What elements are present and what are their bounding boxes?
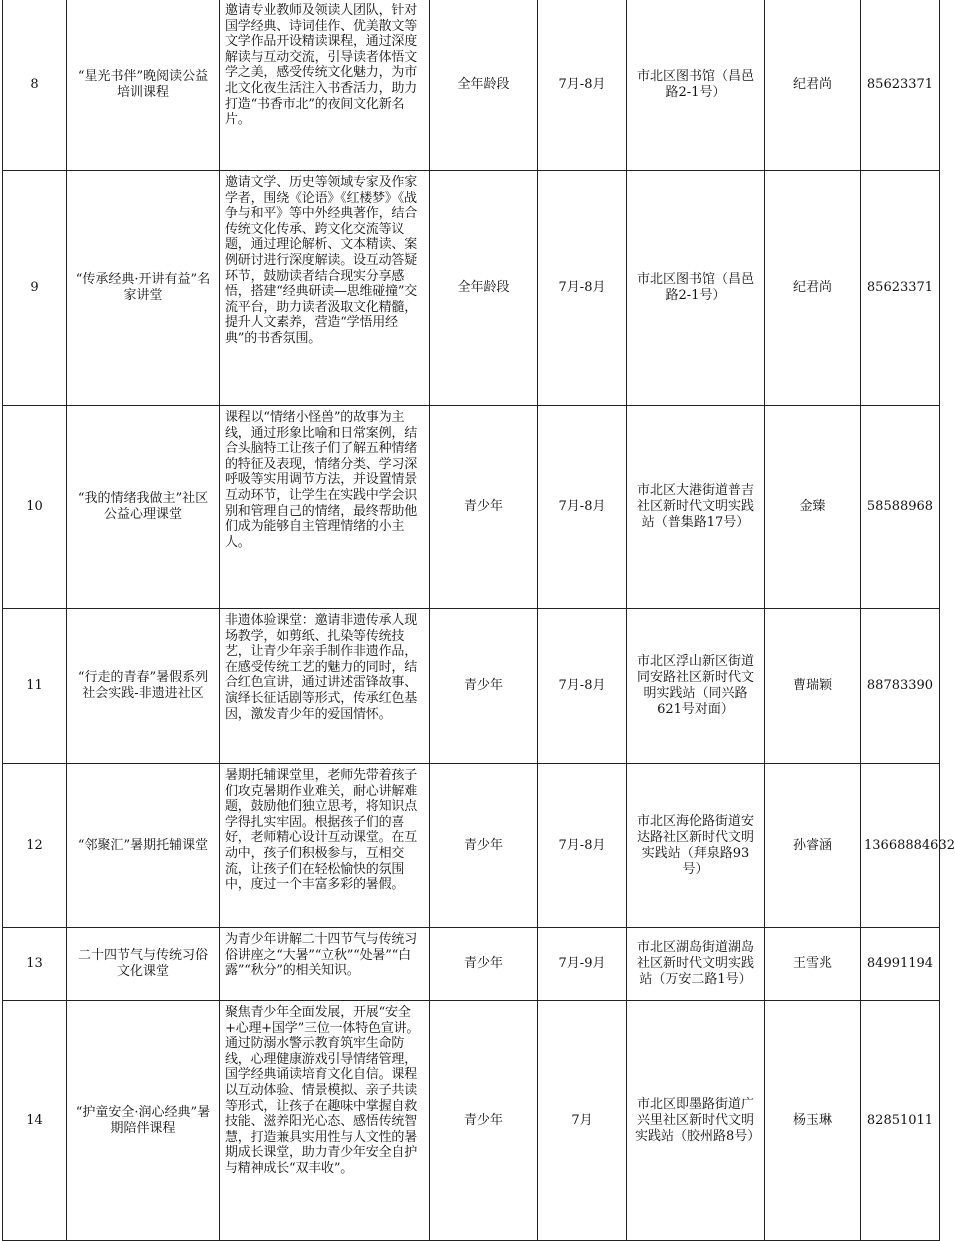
contact-person: 纪君尚 [765, 171, 861, 406]
activity-location: 市北区即墨路街道广兴里社区新时代文明实践站（胶州路8号） [627, 1001, 765, 1241]
activity-time: 7月-8月 [538, 406, 627, 609]
activity-description: 暑期托辅课堂里，老师先带着孩子们攻克暑期作业难关，耐心讲解难题，鼓励他们独立思考，将知识点学得扎实牢固。根据孩子们的喜好，老师精心设计互动课堂。在互动中，孩子们积极参与，互相交流，让孩子们在轻松愉快的氛围中，度过一个丰富多彩的暑假。 [220, 764, 430, 928]
activity-description: 邀请文学、历史等领域专家及作家学者，围绕《论语》《红楼梦》《战争与和平》等中外经典著作，结合传统文化传承、跨文化交流等议题，通过理论解析、文本精读、案例研讨进行深度解读。设互动答疑环节，鼓励读者结合现实分享感悟，搭建“经典研读—思维碰撞”交流平台，助力读者汲取文化精髓，提升人文素养，营造“学悟用经典”的书香氛围。 [220, 171, 430, 406]
table-row [3, 406, 940, 609]
activity-description: 邀请专业教师及领读人团队，针对国学经典、诗词佳作、优美散文等文学作品开设精读课程，通过深度解读与互动交流，引导读者体悟文学之美，感受传统文化魅力，为市北文化夜生活注入书香活力，助力打造“书香市北”的夜间文化新名片。 [220, 0, 430, 171]
activity-name: “护童安全·润心经典”暑期陪伴课程 [67, 1001, 220, 1241]
table-row [3, 0, 940, 171]
table-row [3, 764, 940, 928]
contact-phone: 85623371 [861, 171, 940, 406]
contact-phone: 58588968 [861, 406, 940, 609]
target-audience: 全年龄段 [430, 0, 538, 171]
table-row [3, 1001, 940, 1241]
row-number: 9 [3, 171, 67, 406]
row-number: 10 [3, 406, 67, 609]
activity-location: 市北区图书馆（昌邑路2-1号） [627, 0, 765, 171]
contact-person: 孙睿涵 [765, 764, 861, 928]
activity-location: 市北区大港街道普吉社区新时代文明实践站（普集路17号） [627, 406, 765, 609]
contact-person: 金臻 [765, 406, 861, 609]
table-row [3, 171, 940, 406]
contact-phone: 88783390 [861, 609, 940, 764]
contact-person: 王雪兆 [765, 928, 861, 1001]
activity-description: 聚焦青少年全面发展，开展“安全+心理+国学”三位一体特色宣讲。通过防溺水警示教育筑牢生命防线，心理健康游戏引导情绪管理，国学经典诵读培育文化自信。课程以互动体验、情景模拟、亲子共读等形式，让孩子在趣味中掌握自救技能、滋养阳光心态、感悟传统智慧，打造兼具实用性与人文性的暑期成长课堂，助力青少年安全自护与精神成长“双丰收”。 [220, 1001, 430, 1241]
activity-description: 非遗体验课堂：邀请非遗传承人现场教学，如剪纸、扎染等传统技艺，让青少年亲手制作非遗作品，在感受传统工艺的魅力的同时，结合红色宣讲，通过讲述雷锋故事、演绎长征话剧等形式，传承红色基因，激发青少年的爱国情怀。 [220, 609, 430, 764]
activity-time: 7月-9月 [538, 928, 627, 1001]
activity-name: “行走的青春”暑假系列社会实践-非遗进社区 [67, 609, 220, 764]
activity-name: “星光书伴”晚阅读公益培训课程 [67, 0, 220, 171]
activity-time: 7月-8月 [538, 171, 627, 406]
target-audience: 青少年 [430, 764, 538, 928]
activity-table [2, 0, 955, 1241]
row-number: 8 [3, 0, 67, 171]
target-audience: 青少年 [430, 406, 538, 609]
contact-phone: 85623371 [861, 0, 940, 171]
target-audience: 全年龄段 [430, 171, 538, 406]
row-number: 14 [3, 1001, 67, 1241]
contact-phone: 13668884632 [861, 764, 940, 928]
contact-phone: 82851011 [861, 1001, 940, 1241]
contact-person: 曹瑞颖 [765, 609, 861, 764]
activity-time: 7月-8月 [538, 764, 627, 928]
table-row [3, 609, 940, 764]
contact-person: 纪君尚 [765, 0, 861, 171]
activity-location: 市北区浮山新区街道同安路社区新时代文明实践站（同兴路621号对面） [627, 609, 765, 764]
activity-description: 课程以“情绪小怪兽”的故事为主线，通过形象比喻和日常案例，结合头脑特工让孩子们了解五种情绪的特征及表现，情绪分类、学习深呼吸等实用调节方法，并设置情景互动环节，让学生在实践中学会识别和管理自己的情绪，最终帮助他们成为能够自主管理情绪的小主人。 [220, 406, 430, 609]
contact-person: 杨玉琳 [765, 1001, 861, 1241]
activity-name: “邻聚汇”暑期托辅课堂 [67, 764, 220, 928]
activity-name: 二十四节气与传统习俗文化课堂 [67, 928, 220, 1001]
row-number: 13 [3, 928, 67, 1001]
activity-location: 市北区湖岛街道湖岛社区新时代文明实践站（万安二路1号） [627, 928, 765, 1001]
target-audience: 青少年 [430, 928, 538, 1001]
row-number: 12 [3, 764, 67, 928]
activity-time: 7月-8月 [538, 609, 627, 764]
activity-name: “我的情绪我做主”社区公益心理课堂 [67, 406, 220, 609]
activity-time: 7月-8月 [538, 0, 627, 171]
row-number: 11 [3, 609, 67, 764]
activity-description: 为青少年讲解二十四节气与传统习俗讲座之“大暑”“立秋”“处暑”“白露”“秋分”的相关知识。 [220, 928, 430, 1001]
contact-phone: 84991194 [861, 928, 940, 1001]
activity-time: 7月 [538, 1001, 627, 1241]
target-audience: 青少年 [430, 1001, 538, 1241]
target-audience: 青少年 [430, 609, 538, 764]
activity-name: “传承经典·开讲有益”名家讲堂 [67, 171, 220, 406]
activity-location: 市北区图书馆（昌邑路2-1号） [627, 171, 765, 406]
table-row [3, 928, 940, 1001]
activity-location: 市北区海伦路街道安达路社区新时代文明实践站（拜泉路93号） [627, 764, 765, 928]
